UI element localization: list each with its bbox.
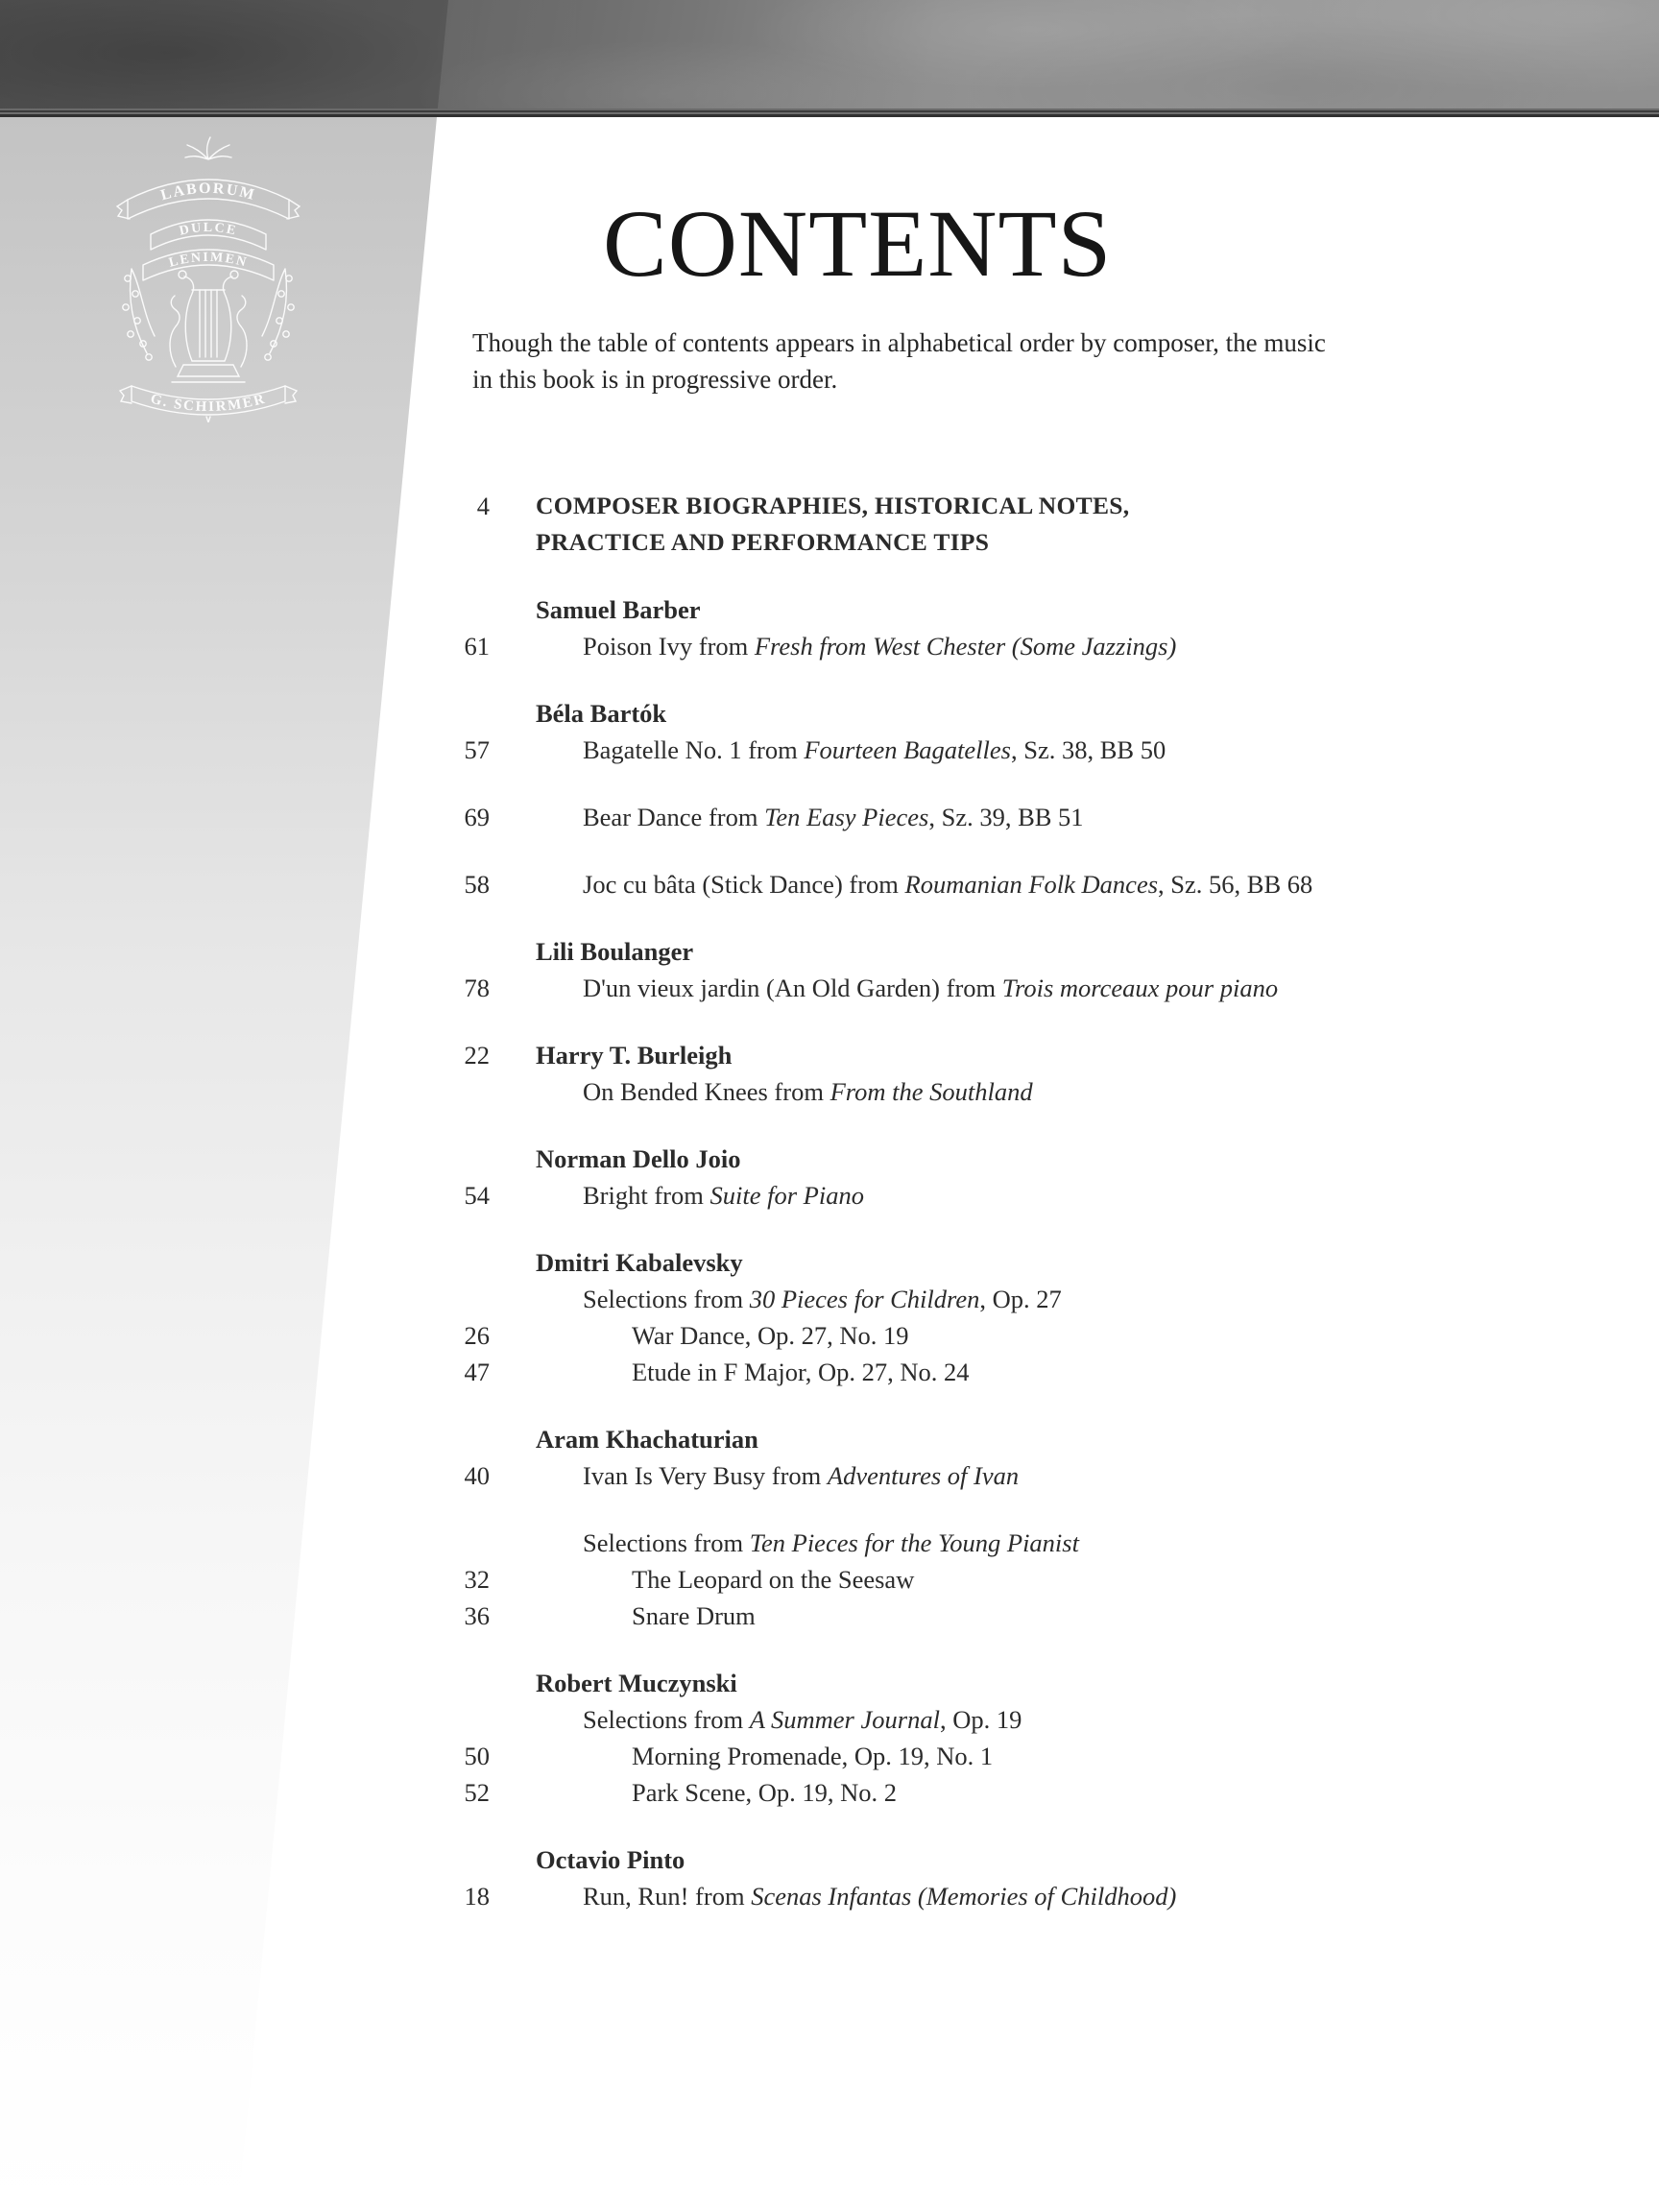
toc-entry-text: Norman Dello Joio <box>536 1144 741 1173</box>
toc-entry-text: On Bended Knees from From the Southland <box>583 1077 1033 1106</box>
header-band <box>0 0 1659 117</box>
toc-row <box>422 1421 1517 1457</box>
toc-entry-text: Bagatelle No. 1 from Fourteen Bagatelles, Sz. 38, BB 50 <box>583 735 1166 764</box>
toc-row <box>422 1141 1517 1177</box>
emblem-motto-word-3: LENIMEN <box>167 250 250 271</box>
emblem-publisher-name: G. SCHIRMER <box>148 391 269 416</box>
toc-row <box>422 1774 1517 1811</box>
toc-row <box>422 1317 1517 1354</box>
schirmer-emblem-logo <box>99 134 318 422</box>
toc-page-number: 36 <box>464 1601 490 1630</box>
toc-entry-text: Selections from 30 Pieces for Children, Op. 27 <box>583 1285 1062 1313</box>
toc-entry-text: Octavio Pinto <box>536 1845 685 1874</box>
toc-entry-text: Robert Muczynski <box>536 1669 737 1697</box>
toc-row <box>422 1177 1517 1214</box>
header-band-bottom-rule <box>0 108 1659 117</box>
toc-row <box>422 1665 1517 1701</box>
toc-entry-text: Béla Bartók <box>536 699 667 728</box>
intro-text <box>472 325 1432 397</box>
toc-page-number: 58 <box>464 870 490 899</box>
toc-page-number: 47 <box>464 1358 490 1386</box>
toc-page-number: 78 <box>464 974 490 1002</box>
emblem-motto-word-2: DULCE <box>178 220 239 239</box>
toc-row <box>422 1561 1517 1598</box>
toc-entry-text: Bear Dance from Ten Easy Pieces, Sz. 39, BB 51 <box>583 803 1084 831</box>
toc-entry-text: Lili Boulanger <box>536 937 694 966</box>
toc-page-number: 32 <box>464 1565 490 1594</box>
left-gray-panel <box>0 117 451 2212</box>
toc-row <box>422 1037 1517 1073</box>
toc-entry-text: Selections from Ten Pieces for the Young Pianist <box>583 1528 1079 1557</box>
toc-entry-text: The Leopard on the Seesaw <box>632 1565 915 1594</box>
toc-entry-text: Dmitri Kabalevsky <box>536 1248 743 1277</box>
toc-entry-text: Selections from A Summer Journal, Op. 19 <box>583 1705 1022 1734</box>
toc-entry-text: Run, Run! from Scenas Infantas (Memories of Childhood) <box>583 1882 1177 1911</box>
toc-entry-text: Aram Khachaturian <box>536 1425 758 1454</box>
toc-row <box>422 695 1517 732</box>
toc-entry-text: Poison Ivy from Fresh from West Chester (Some Jazzings) <box>583 632 1177 661</box>
toc-row <box>422 799 1517 835</box>
toc-row <box>422 1457 1517 1494</box>
toc-entry-text: COMPOSER BIOGRAPHIES, HISTORICAL NOTES, <box>536 492 1130 519</box>
toc-page-number: 50 <box>464 1742 490 1770</box>
intro-line-2: in this book is in progressive order. <box>472 365 838 394</box>
toc-row <box>422 970 1517 1006</box>
toc-row <box>422 1354 1517 1390</box>
toc-entry-text: Harry T. Burleigh <box>536 1041 733 1070</box>
page-title: CONTENTS <box>603 190 1113 297</box>
toc-entry-text: Etude in F Major, Op. 27, No. 24 <box>632 1358 970 1386</box>
toc-entry-text: Snare Drum <box>632 1601 756 1630</box>
toc-entry-text: D'un vieux jardin (An Old Garden) from Trois morceaux pour piano <box>583 974 1279 1002</box>
toc-page-number: 40 <box>464 1461 490 1490</box>
toc-row <box>422 1841 1517 1878</box>
toc-page-number: 22 <box>464 1041 490 1070</box>
toc-page-number: 4 <box>476 492 490 520</box>
emblem-line-art <box>117 137 300 422</box>
toc-entry-text: Joc cu bâta (Stick Dance) from Roumanian Folk Dances, Sz. 56, BB 68 <box>583 870 1313 899</box>
toc-entry-text: PRACTICE AND PERFORMANCE TIPS <box>536 528 990 556</box>
emblem-motto-word-1: LABORUM <box>158 180 258 204</box>
intro-line-1: Though the table of contents appears in alphabetical order by composer, the music <box>472 328 1326 357</box>
toc-row <box>422 1073 1517 1110</box>
toc-entry-text: War Dance, Op. 27, No. 19 <box>632 1321 909 1350</box>
toc-page-number: 61 <box>464 632 490 661</box>
toc-page-number: 54 <box>464 1181 490 1210</box>
header-band-diagonal-highlight <box>0 0 1659 117</box>
toc-page-number: 18 <box>464 1882 490 1911</box>
toc-row <box>422 1281 1517 1317</box>
toc-list <box>422 488 1517 1914</box>
toc-row <box>422 488 1517 524</box>
toc-page-number: 57 <box>464 735 490 764</box>
toc-row <box>422 628 1517 664</box>
toc-entry-text: Park Scene, Op. 19, No. 2 <box>632 1778 897 1807</box>
toc-row <box>422 933 1517 970</box>
toc-row <box>422 732 1517 768</box>
toc-entry-text: Ivan Is Very Busy from Adventures of Ivan <box>583 1461 1020 1490</box>
toc-page-number: 26 <box>464 1321 490 1350</box>
toc-entry-text: Morning Promenade, Op. 19, No. 1 <box>632 1742 994 1770</box>
toc-row <box>422 1244 1517 1281</box>
toc-row <box>422 1701 1517 1738</box>
toc-row <box>422 1738 1517 1774</box>
toc-row <box>422 591 1517 628</box>
toc-row <box>422 524 1517 561</box>
toc-page-number: 69 <box>464 803 490 831</box>
toc-entry-text: Bright from Suite for Piano <box>583 1181 864 1210</box>
toc-row <box>422 866 1517 902</box>
toc-row <box>422 1525 1517 1561</box>
toc-row <box>422 1878 1517 1914</box>
toc-entry-text: Samuel Barber <box>536 595 701 624</box>
toc-row <box>422 1598 1517 1634</box>
toc-page-number: 52 <box>464 1778 490 1807</box>
